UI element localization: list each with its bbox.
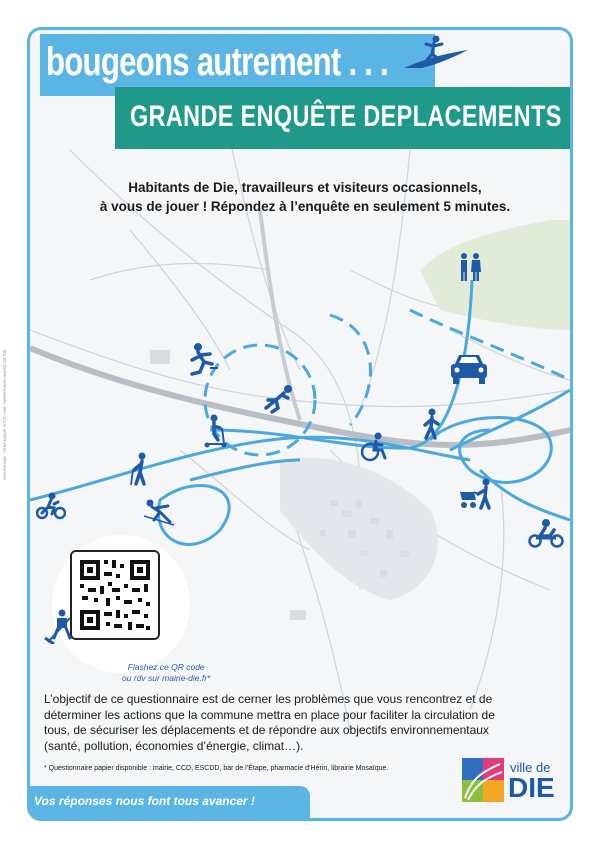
footnote: * Questionnaire papier disponible : mairie, CCD, ESCDD, bar de l’Étape, pharmacie d’Hérin, librairie Mosaïque.: [44, 765, 389, 772]
body-line: tous, de sécuriser les déplacements et de répondre aux objectifs environnementaux: [44, 723, 489, 737]
logo-die-text: DIE: [508, 772, 555, 803]
qr-code[interactable]: [70, 550, 160, 640]
page-title: bougeons autrement . . .: [46, 40, 388, 84]
cyclist-icon: [36, 492, 66, 520]
pedestrian-icon: [420, 408, 442, 440]
intro-text: [70, 178, 540, 216]
body-line: déterminer les actions que la commune mettra en place pour faciliter la circulation de: [44, 707, 495, 722]
credit-text: GRAPHISME : VÉRONIQUE PITTE / DIE. IMPRESSION MAIRIE DE DIE: [2, 349, 7, 480]
logo-ville-text: ville de: [510, 760, 551, 775]
qr-caption-line: ou rdv sur mairie-die.fr*: [122, 673, 211, 683]
rollerblader-icon: [188, 342, 222, 378]
qr-caption-line: Flashez ce QR code: [127, 662, 205, 672]
surfer-icon: [402, 34, 472, 72]
stroller-icon: [458, 478, 496, 510]
footer-tagline: Vos réponses nous font tous avancer !: [34, 794, 255, 808]
intro-line: à vous de jouer ! Répondez à l’enquête en seulement 5 minutes.: [99, 199, 511, 214]
intro-line: Habitants de Die, travailleurs et visiteurs occasionnels,: [128, 180, 482, 195]
ville-de-die-logo: [462, 758, 570, 812]
qr-caption: [122, 662, 210, 684]
body-text: [44, 692, 564, 754]
body-line: (santé, pollution, économies d’énergie, climat…).: [44, 738, 304, 753]
walker-with-cane-icon: [126, 452, 154, 486]
skier-icon: [142, 498, 176, 526]
motorcyclist-icon: [528, 518, 564, 548]
page-subtitle: GRANDE ENQUÊTE DEPLACEMENTS: [130, 100, 562, 133]
pedestrians-icon: [457, 252, 483, 282]
wheelchair-icon: [358, 432, 388, 462]
sweeper-icon: [44, 608, 80, 644]
runner-icon: [258, 384, 294, 414]
body-line: L’objectif de ce questionnaire est de cerner les problèmes que vous rencontrez et de: [44, 692, 493, 706]
car-icon: [449, 352, 489, 386]
logo-mark-icon: [462, 758, 504, 802]
scooter-icon: [202, 414, 230, 448]
poster: [27, 27, 573, 821]
